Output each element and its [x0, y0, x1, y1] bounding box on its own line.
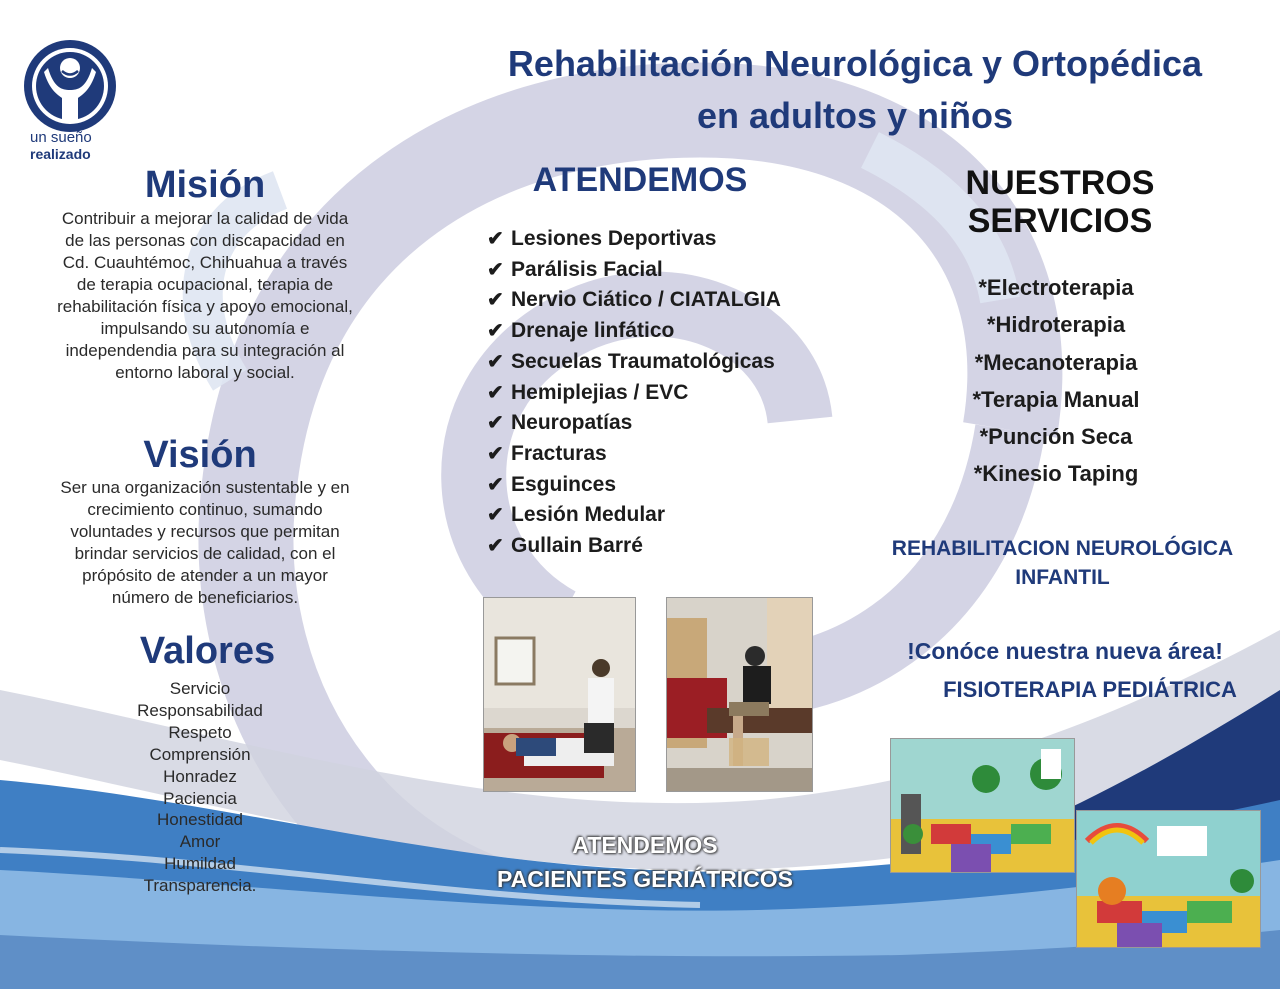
atendemos-item — [487, 224, 827, 255]
check-icon: ✔ — [487, 473, 504, 496]
valor-item: Responsabilidad — [137, 700, 263, 720]
valor-item: Paciencia — [163, 788, 237, 808]
vision-text — [10, 477, 400, 609]
check-icon: ✔ — [487, 442, 504, 465]
logo-text-line1: un sueño — [30, 129, 92, 146]
vision-line: brindar servicios de calidad, con el — [74, 544, 336, 563]
atendemos-item — [487, 531, 827, 562]
atendemos-item-label: Parálisis Facial — [511, 257, 663, 281]
check-icon: ✔ — [487, 289, 504, 312]
servicios-heading-line1: NUESTROS — [965, 164, 1155, 202]
vision-line: voluntades y recursos que permitan — [70, 522, 340, 541]
photo-therapy-patient-lying — [483, 597, 636, 792]
atendemos-item — [487, 439, 827, 470]
fisioterapia-pediatrica-text: FISIOTERAPIA PEDIÁTRICA — [943, 677, 1237, 702]
servicios-heading-line2: SERVICIOS — [967, 202, 1153, 240]
vision-heading: Visión — [143, 434, 257, 476]
check-icon: ✔ — [487, 381, 504, 404]
photo-pediatric-room-1 — [890, 738, 1075, 873]
check-icon: ✔ — [487, 504, 504, 527]
logo-text-line2: realizado — [30, 146, 91, 162]
infantil-heading — [870, 534, 1255, 592]
atendemos-item-label: Neuropatías — [511, 411, 633, 435]
photo-therapy-patient-sitting — [666, 597, 813, 792]
valor-item: Comprensión — [149, 744, 251, 764]
atendemos-list — [487, 224, 827, 562]
vision-line: número de beneficiarios. — [111, 588, 299, 607]
mision-text — [10, 208, 400, 384]
valor-item: Humildad — [164, 854, 236, 874]
atendemos-item — [487, 255, 827, 286]
servicio-item: *Electroterapia — [978, 275, 1134, 300]
geriatricos-line1: ATENDEMOS — [572, 832, 718, 858]
vision-line: própósito de atender a un mayor — [82, 566, 328, 585]
mision-line: entorno laboral y social. — [115, 363, 295, 382]
atendemos-item-label: Lesiones Deportivas — [511, 227, 717, 250]
valores-list — [100, 678, 300, 897]
check-icon: ✔ — [487, 350, 504, 373]
mision-heading: Misión — [144, 164, 266, 206]
atendemos-item-label: Gullain Barré — [511, 534, 643, 558]
valor-item: Transparencia. — [143, 876, 257, 896]
atendemos-item-label: Lesión Medular — [511, 503, 666, 527]
atendemos-item-label: Drenaje linfático — [511, 319, 675, 343]
title-line2: en adultos y niños — [696, 95, 1014, 136]
logo — [18, 38, 128, 162]
check-icon: ✔ — [487, 228, 504, 250]
geriatricos-banner — [470, 828, 820, 896]
check-icon: ✔ — [487, 320, 504, 343]
valor-item: Respeto — [168, 722, 232, 742]
atendemos-item-label: Fracturas — [511, 441, 607, 465]
infantil-line1: REHABILITACION NEUROLÓGICA — [891, 537, 1234, 560]
atendemos-item — [487, 500, 827, 531]
atendemos-item — [487, 316, 827, 347]
servicios-list — [920, 269, 1192, 493]
infantil-line2: INFANTIL — [1015, 566, 1110, 589]
check-icon: ✔ — [487, 535, 504, 558]
valor-item: Honestidad — [156, 810, 243, 830]
check-icon: ✔ — [487, 258, 504, 281]
mision-line: independendia para su integración al — [65, 341, 345, 360]
servicio-item: *Mecanoterapia — [974, 349, 1138, 375]
mision-line: Cd. Cuauhtémoc, Chihuahua a través — [62, 253, 348, 272]
atendemos-item — [487, 470, 827, 501]
title-line1: Rehabilitación Neurológica y Ortopédica — [507, 43, 1203, 84]
geriatricos-line2: PACIENTES GERIÁTRICOS — [496, 866, 794, 892]
page-title — [430, 38, 1280, 142]
mision-line: de terapia ocupacional, terapia de — [76, 275, 334, 294]
mision-line: rehabilitación física y apoyo emocional, — [57, 297, 353, 316]
valores-heading: Valores — [139, 630, 276, 672]
atendemos-item — [487, 347, 827, 378]
valor-item: Amor — [179, 832, 221, 852]
atendemos-item — [487, 285, 827, 316]
servicio-item: *Punción Seca — [979, 424, 1133, 450]
atendemos-heading: ATENDEMOS — [532, 161, 748, 199]
atendemos-item-label: Esguinces — [511, 472, 617, 496]
servicio-item: *Hidroterapia — [986, 312, 1126, 338]
photo-pediatric-room-2 — [1076, 810, 1261, 948]
atendemos-item-label: Secuelas Traumatológicas — [511, 349, 775, 373]
atendemos-item — [487, 378, 827, 409]
servicio-item: *Terapia Manual — [972, 386, 1140, 412]
logo-icon — [22, 38, 118, 134]
servicios-heading — [940, 164, 1180, 240]
mision-line: Contribuir a mejorar la calidad de vida — [61, 209, 349, 228]
vision-line: crecimiento continuo, sumando — [87, 500, 323, 519]
atendemos-item-label: Hemiplejias / EVC — [511, 380, 689, 404]
nueva-area-text: !Conóce nuestra nueva área! — [907, 638, 1223, 664]
valor-item: Servicio — [169, 679, 231, 698]
atendemos-item — [487, 408, 827, 439]
valor-item: Honradez — [163, 766, 237, 786]
mision-line: de las personas con discapacidad en — [65, 231, 345, 250]
check-icon: ✔ — [487, 412, 504, 435]
servicio-item: *Kinesio Taping — [973, 461, 1139, 487]
vision-line: Ser una organización sustentable y en — [60, 478, 350, 497]
atendemos-item-label: Nervio Ciático / CIATALGIA — [511, 288, 781, 312]
mision-line: impulsando su autonomía e — [100, 319, 310, 338]
